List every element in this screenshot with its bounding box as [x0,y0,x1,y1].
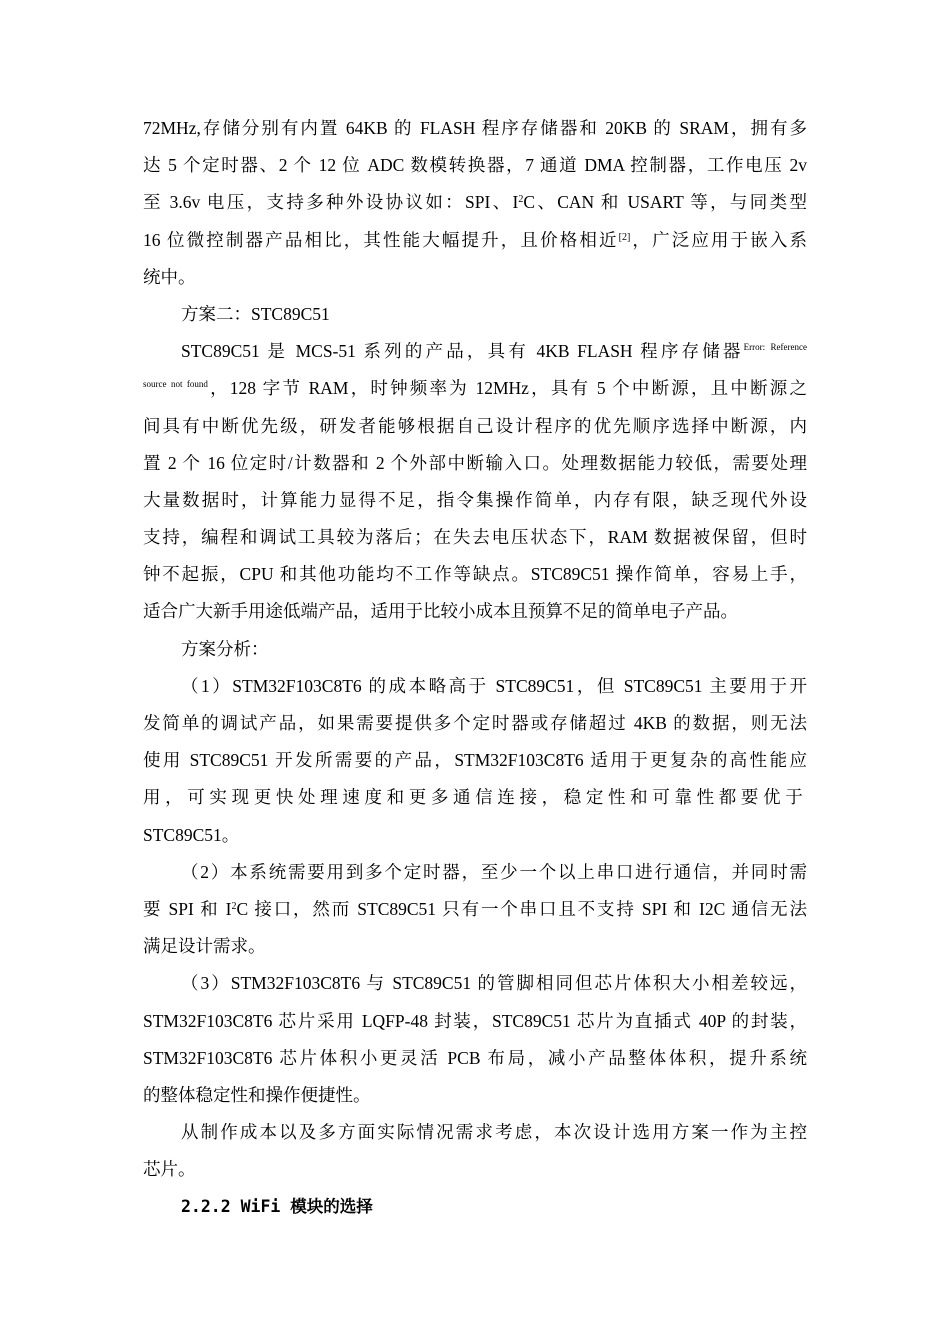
text-segment: 至 3.6v 电压，支持多种外设协议如：SPI、I [143,192,519,213]
text-segment: STC89C51 是 MCS-51 系列的产品，具有 4KB FLASH 程序存储器 [181,341,744,362]
text-segment: C 接口，然而 STC89C51 只有一个串口且不支持 SPI 和 I2C 通信无法 [236,898,807,919]
superscript: 2 [231,900,237,912]
text-line [143,222,807,259]
paragraph-analysis-point-3 [143,965,807,1114]
text-line: 发简单的调试产品，如果需要提供多个定时器或存储超过 4KB 的数据，则无法 [143,713,807,733]
paragraph-stc89c51-description [143,333,807,631]
text-segment: ，广泛应用于嵌入系 [630,229,808,250]
analysis-title: 方案分析： [181,638,269,659]
text-line: （3）STM32F103C8T6 与 STC89C51 的管脚相同但芯片体积大小相差较远， [181,973,807,994]
text-line: 72MHz,存储分别有内置 64KB 的 FLASH 程序存储器和 20KB 的 SRAM，拥有多 [143,118,807,138]
text-line: 间具有中断优先级，研发者能够根据自己设计程序的优先顺序选择中断源，内 [143,415,807,436]
paragraph-stm32-continuation [143,110,807,296]
text-line: 统中。 [143,266,196,287]
document-page [143,110,807,1226]
text-line: 芯片。 [143,1159,196,1180]
text-line: 支持，编程和调试工具较为落后；在失去电压状态下，RAM 数据被保留，但时 [143,527,807,548]
text-line: 达 5 个定时器、2 个 12 位 ADC 数模转换器，7 通道 DMA 控制器，工作电压 2v [143,155,807,176]
option-two-title: 方案二：STC89C51 [181,303,330,324]
text-segment: ，128 字节 RAM，时钟频率为 12MHz，具有 5 个中断源，且中断源之 [207,378,807,399]
text-line: 置 2 个 16 位定时/计数器和 2 个外部中断输入口。处理数据能力较低，需要处理 [143,452,807,473]
superscript: 2 [518,194,524,206]
text-line [143,184,807,221]
reference-error-superscript: Error: Reference [743,342,807,353]
text-segment: 要 SPI 和 I [143,898,232,919]
text-line: STM32F103C8T6 芯片体积小更灵活 PCB 布局，减小产品整体体积，提升系统 [143,1047,807,1068]
paragraph-analysis-point-1 [143,668,807,854]
text-line: （1）STM32F103C8T6 的成本略高于 STC89C51，但 STC89C51 主要用于开 [181,675,807,696]
text-line [143,891,807,928]
text-segment: 16 位微控制器产品相比，其性能大幅提升，且价格相近 [143,229,619,250]
text-line [143,333,807,370]
text-line: （2）本系统需要用到多个定时器，至少一个以上串口进行通信，并同时需 [181,861,807,882]
text-line: STM32F103C8T6 芯片采用 LQFP-48 封装，STC89C51 芯片为直插式 40P 的封装， [143,1010,807,1031]
text-line [143,370,807,407]
section-heading: 2.2.2 WiFi 模块的选择 [181,1197,373,1217]
paragraph-conclusion [143,1114,807,1188]
text-line: 满足设计需求。 [143,936,266,957]
text-line: 钟不起振，CPU 和其他功能均不工作等缺点。STC89C51 操作简单，容易上手， [143,564,807,585]
text-line: 大量数据时，计算能力显得不足，指令集操作简单，内存有限，缺乏现代外设 [143,489,807,510]
text-line: 用，可实现更快处理速度和更多通信连接，稳定性和可靠性都要优于 [143,787,807,808]
text-line: STC89C51。 [143,824,240,845]
citation-superscript: [2] [618,231,631,243]
text-line: 使用 STC89C51 开发所需要的产品，STM32F103C8T6 适用于更复杂的高性能应 [143,750,807,771]
text-line: 的整体稳定性和操作便捷性。 [143,1084,371,1105]
text-segment: C、CAN 和 USART 等，与同类型 [523,192,807,213]
text-line: 适合广大新手用途低端产品，适用于比较小成本且预算不足的简单电子产品。 [143,601,738,622]
paragraph-analysis-point-2 [143,854,807,966]
text-line: 从制作成本以及多方面实际情况需求考虑，本次设计选用方案一作为主控 [181,1122,807,1143]
reference-error-superscript: source not found [143,379,208,390]
